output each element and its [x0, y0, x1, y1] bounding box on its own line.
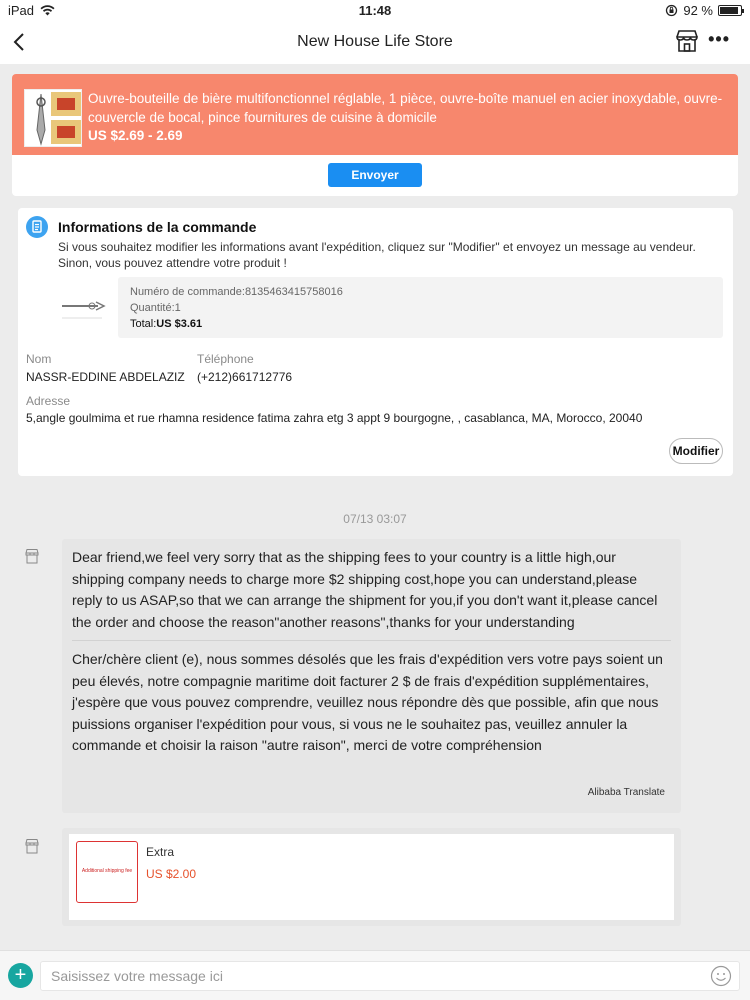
extra-fee-inner — [69, 834, 674, 920]
message-timestamp: 07/13 03:07 — [343, 512, 407, 526]
order-summary-box — [118, 277, 723, 338]
message-input[interactable] — [40, 961, 740, 991]
status-time: 11:48 — [358, 3, 392, 18]
extra-fee-thumb-text: Additional shipping fee — [81, 868, 133, 874]
extra-fee-name: Extra — [146, 845, 175, 859]
phone-value: (+212)661712776 — [197, 370, 293, 384]
order-number: Numéro de commande:8135463415758016 — [130, 286, 343, 298]
extra-fee-price: US $2.00 — [146, 867, 197, 881]
emoji-icon[interactable] — [710, 965, 732, 987]
bottle-opener-image — [25, 90, 83, 148]
order-quantity: Quantité:1 — [130, 302, 181, 314]
product-banner[interactable] — [12, 74, 738, 155]
order-info-card — [18, 208, 733, 476]
device-label: iPad — [8, 3, 35, 18]
nav-bar — [0, 22, 750, 64]
battery-percent: 92 % — [683, 3, 713, 18]
page-title: New House Life Store — [297, 33, 453, 50]
product-price: US $2.69 - 2.69 — [88, 128, 183, 143]
store-icon[interactable] — [674, 28, 700, 54]
product-title: Ouvre-bouteille de bière multifonctionnel réglable, 1 pièce, ouvre-boîte manuel en acier inoxydable, ouvre-couvercle de bocal, pince fournitures de cuisine à domicile — [88, 91, 723, 125]
modify-button[interactable]: Modifier — [669, 438, 723, 464]
message-input-bar — [0, 950, 750, 1000]
order-item-image[interactable] — [58, 288, 116, 328]
phone-label: Téléphone — [197, 352, 254, 366]
orientation-lock-icon — [665, 4, 678, 17]
status-right — [665, 3, 742, 18]
battery-level — [720, 7, 738, 14]
order-total-label: Total: — [130, 318, 157, 330]
order-total-value: US $3.61 — [156, 318, 203, 330]
name-value: NASSR-EDDINE ABDELAZIZ — [26, 370, 185, 384]
product-card — [12, 74, 738, 196]
message-divider — [72, 640, 671, 641]
order-description: Si vous souhaitez modifier les informations avant l'expédition, cliquez sur "Modifier" et envoyez un message au vendeur. Sinon, vous pouvez attendre votre produit ! — [58, 240, 696, 270]
address-value: 5,angle goulmima et rue rhamna residence fatima zahra etg 3 appt 9 bourgogne, , casablanca, MA, Morocco, 20040 — [26, 411, 643, 425]
extra-fee-thumbnail[interactable] — [76, 841, 138, 903]
add-attachment-button[interactable]: + — [8, 963, 33, 988]
name-label: Nom — [26, 352, 52, 366]
order-total — [130, 316, 711, 332]
product-thumbnail[interactable] — [24, 89, 82, 147]
seller-store-icon[interactable] — [24, 548, 40, 564]
status-bar — [0, 0, 750, 22]
message-english: Dear friend,we feel very sorry that as the shipping fees to your country is a little high,our shipping company needs to charge more $2 shipping cost,hope you can understand,please reply to us ASAP,so that we can arrange the shipment for you,if you don't want it,please cancel the order and choose the reason"another reasons",thanks for your understanding — [72, 549, 658, 630]
extra-fee-card[interactable] — [62, 828, 681, 926]
order-document-icon — [26, 216, 48, 238]
address-label: Adresse — [26, 394, 71, 408]
order-heading: Informations de la commande — [58, 219, 257, 235]
battery-icon — [718, 5, 742, 16]
send-button[interactable]: Envoyer — [328, 163, 422, 187]
seller-store-icon[interactable] — [24, 838, 40, 854]
more-options-icon[interactable]: ••• — [708, 29, 730, 49]
translate-attribution: Alibaba Translate — [587, 786, 665, 798]
message-french: Cher/chère client (e), nous sommes désolés que les frais d'expédition vers votre pays soient un peu élevés, notre compagnie maritime doit facturer 2 $ de frais d'expédition supplémentaires, j'espère que vous pouvez comprendre, veuillez nous répondre dès que possible, afin que nous puissions organiser l'expédition pour vous, si vous ne le souhaitez pas, veuillez annuler la commande et choisir la raison "autre raison", merci de votre compréhension — [72, 651, 663, 753]
seller-message — [62, 539, 681, 813]
